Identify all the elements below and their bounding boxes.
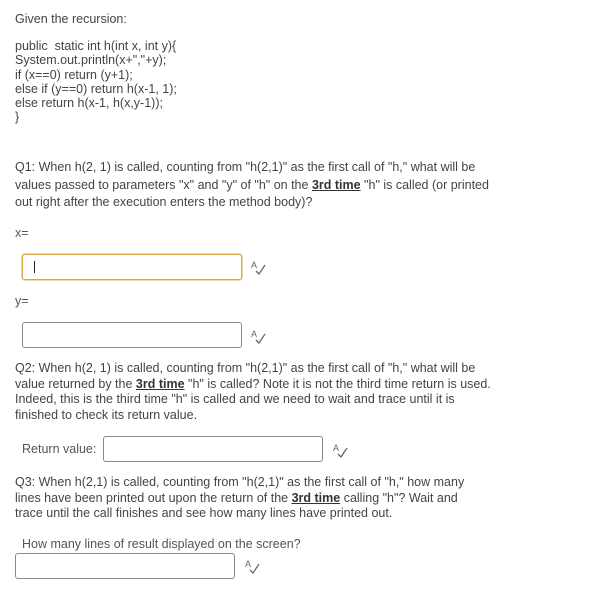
spellcheck-icon[interactable] [250, 259, 266, 275]
intro-text: Given the recursion: [15, 12, 127, 26]
question-1-text [15, 159, 505, 212]
svg-text:A: A [251, 260, 258, 270]
spellcheck-icon[interactable] [332, 442, 348, 458]
code-line: } [15, 110, 20, 125]
code-block [15, 39, 177, 125]
return-value-label: Return value: [22, 442, 97, 456]
x-input[interactable] [22, 254, 242, 280]
x-label: x= [15, 226, 29, 240]
svg-text:A: A [333, 443, 340, 453]
y-label: y= [15, 294, 29, 308]
code-line: if (x==0) return (y+1); [15, 67, 133, 82]
question-2-text [15, 361, 500, 423]
code-line: System.out.println(x+","+y); [15, 53, 167, 68]
text-caret [34, 261, 35, 273]
y-input[interactable] [22, 322, 242, 348]
code-line: else return h(x-1, h(x,y-1)); [15, 96, 163, 111]
code-line: public static int h(int x, int y){ [15, 39, 177, 53]
question-3-text [15, 475, 485, 522]
q3-text-end: calling "h"? Wait and trace until the call finishes and see how many lines have printed out. [15, 490, 458, 520]
lines-count-input[interactable] [15, 553, 235, 579]
q3-text-start: Q3: When h(2,1) is called, counting from "h(2,1)" as the first call of "h," how many lines have been printed out upon the return of the [15, 475, 465, 505]
q3-emphasis: 3rd time [291, 490, 341, 505]
q2-text-end: "h" is called? Note it is not the third time return is used. Indeed, this is the third time "h" is called and we need to wait and trace until it is finished to check its return value. [15, 376, 491, 422]
spellcheck-icon[interactable] [244, 558, 260, 574]
q2-text-start: Q2: When h(2, 1) is called, counting from "h(2,1)" as the first call of "h," what will be value returned by the [15, 361, 476, 391]
svg-text:A: A [251, 329, 258, 339]
return-value-input[interactable] [103, 436, 323, 462]
code-line: else if (y==0) return h(x-1, 1); [15, 81, 177, 96]
q1-text-end: "h" is called (or printed out right after the execution enters the method body)? [15, 177, 489, 209]
lines-count-label: How many lines of result displayed on the screen? [22, 537, 301, 551]
q1-emphasis: 3rd time [311, 177, 361, 192]
q2-emphasis: 3rd time [135, 376, 185, 391]
spellcheck-icon[interactable] [250, 328, 266, 344]
q1-text-start: Q1: When h(2, 1) is called, counting from "h(2,1)" as the first call of "h," what will be values passed to parameters "x" and "y" of "h" on the [15, 160, 476, 192]
svg-text:A: A [245, 559, 252, 569]
